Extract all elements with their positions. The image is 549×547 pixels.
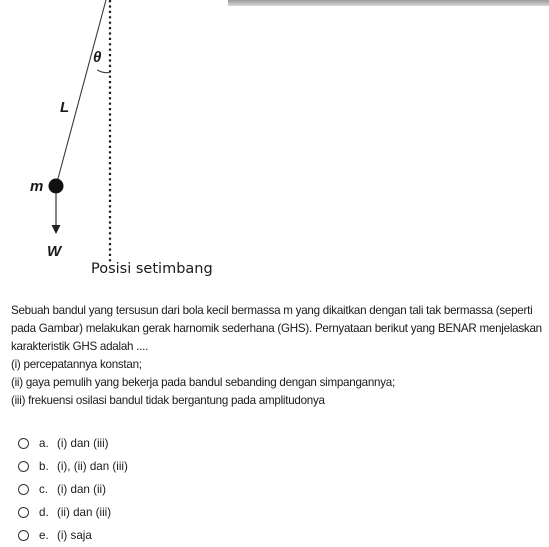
radio-button-icon[interactable] [18, 507, 29, 518]
option-text: (i), (ii) dan (iii) [57, 460, 128, 473]
option-d[interactable] [18, 501, 318, 524]
option-text: (i) dan (ii) [57, 483, 106, 496]
option-e[interactable] [18, 524, 318, 547]
weight-arrowhead [52, 225, 61, 234]
option-letter: b. [39, 460, 49, 473]
angle-label: θ [93, 49, 102, 66]
length-label: L [60, 99, 70, 116]
radio-button-icon[interactable] [18, 530, 29, 541]
statement-iii: (iii) frekuensi osilasi bandul tidak bergantung pada amplitudonya [11, 394, 325, 407]
answer-options [18, 432, 318, 547]
angle-arc [97, 70, 110, 73]
option-text: (ii) dan (iii) [57, 506, 112, 519]
mass-label: m [30, 178, 44, 195]
option-text: (i) saja [57, 529, 92, 542]
pendulum-figure [0, 0, 300, 285]
pendulum-string [56, 0, 106, 186]
pendulum-bob [49, 179, 64, 194]
weight-label: W [47, 243, 62, 260]
option-letter: e. [39, 529, 49, 542]
radio-button-icon[interactable] [18, 484, 29, 495]
option-c[interactable] [18, 478, 318, 501]
radio-button-icon[interactable] [18, 438, 29, 449]
option-text: (i) dan (iii) [57, 437, 109, 450]
radio-button-icon[interactable] [18, 461, 29, 472]
option-letter: c. [39, 483, 49, 496]
option-letter: d. [39, 506, 49, 519]
option-letter: a. [39, 437, 49, 450]
option-a[interactable] [18, 432, 318, 455]
statement-ii: (ii) gaya pemulih yang bekerja pada bandul sebanding dengan simpangannya; [11, 376, 395, 389]
statement-i: (i) percepatannya konstan; [11, 358, 142, 371]
option-b[interactable] [18, 455, 318, 478]
question-paragraph: Sebuah bandul yang tersusun dari bola kecil bermassa m yang dikaitkan dengan tali tak bermassa (seperti pada Gambar) melakukan gerak harnomik sederhana (GHS). Pernyataan berikut yang BENAR menjelaskan karakteristik GHS adalah .... [11, 304, 542, 353]
question-text [11, 302, 543, 410]
equilibrium-label: Posisi setimbang [91, 261, 213, 277]
